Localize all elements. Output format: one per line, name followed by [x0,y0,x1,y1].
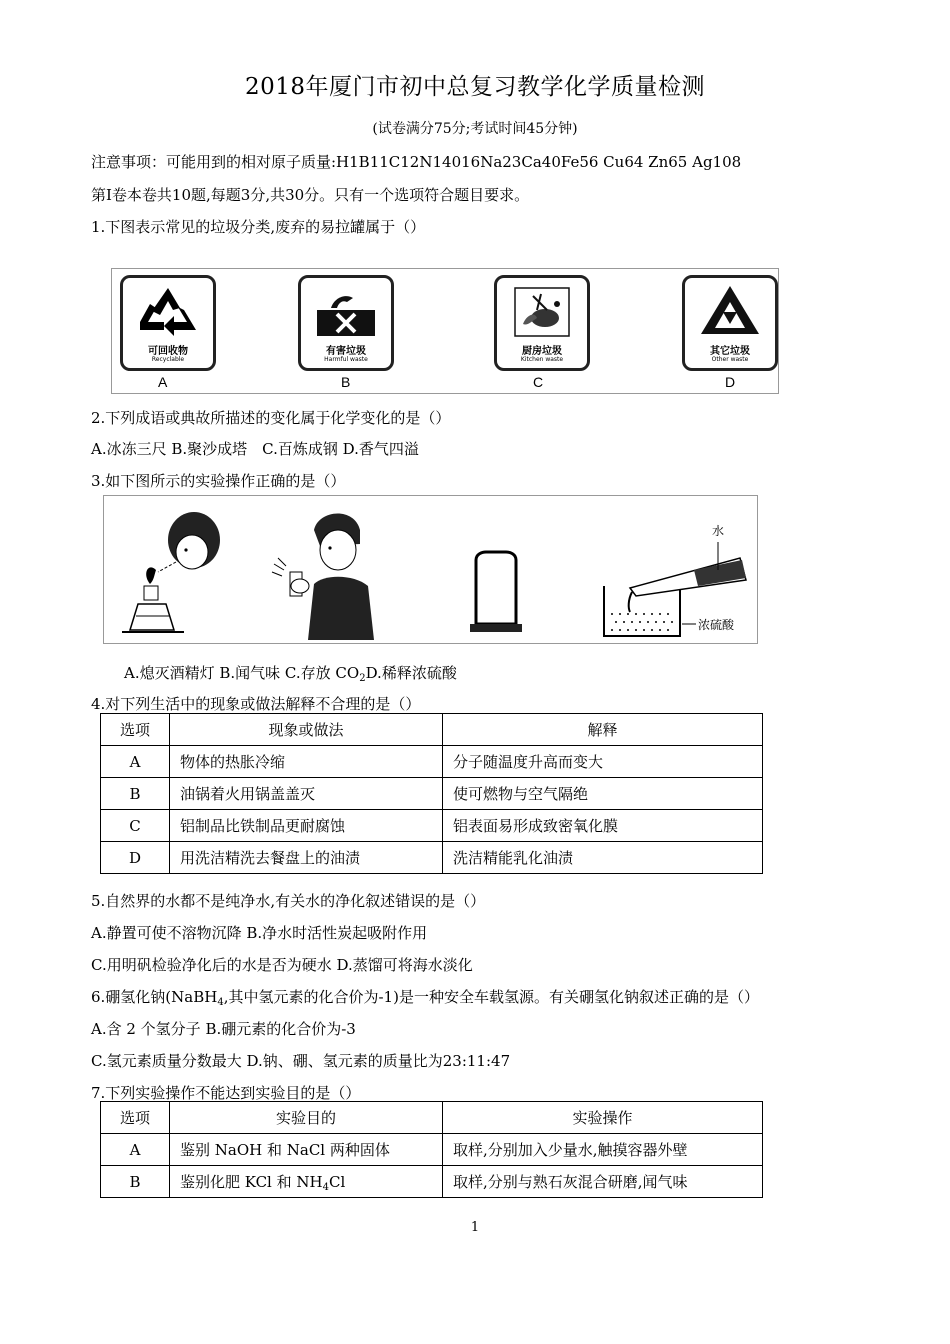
table-cell: B [101,778,170,810]
q1-figure [111,268,779,394]
sign-c-english: Kitchen waste [520,356,564,363]
sign-b-english: Harmful waste [324,356,368,363]
sign-a-label: 可回收物 [148,346,188,357]
notice: 注意事项：可能用到的相对原子质量:H1B11C12N14016Na23Ca40Fe56 Cu64 Zn65 Ag108 [91,153,742,171]
table-cell: 油锅着火用锅盖盖灭 [170,778,443,810]
q1-stem: 1.下图表示常见的垃圾分类,废弃的易拉罐属于（） [91,218,426,236]
table-cell: 鉴别化肥 KCl 和 $NH_4Cl$ [170,1166,443,1198]
table-cell: 使可燃物与空气隔绝 [443,778,763,810]
table-row [101,1134,763,1166]
harmful-icon [311,284,381,340]
table-cell: 取样,分别加入少量水,触摸容器外壁 [443,1134,763,1166]
q4-stem: 4.对下列生活中的现象或做法解释不合理的是（） [91,695,421,713]
sign-d-english: Other waste [711,356,749,363]
table-row [101,842,763,874]
q6-line2: C.氢元素质量分数最大 D.钠、硼、氢元素的质量比为23:11:47 [91,1052,511,1070]
alcohol-lamp-illustration [114,500,244,640]
q3-options: A.熄灭酒精灯 B.闻气味 C.存放 $CO_2D$.稀释浓硫酸 [124,664,457,684]
table-header-row [101,1102,763,1134]
q5-line1: A.静置可使不溶物沉降 B.净水时活性炭起吸附作用 [91,924,428,942]
gas-jar-illustration [462,500,532,640]
header-option: 选项 [101,1102,170,1134]
table-cell: 铝制品比铁制品更耐腐蚀 [170,810,443,842]
sign-a [120,275,216,371]
exam-info: (试卷满分75分;考试时间45分钟) [372,121,578,137]
table-cell: 用洗洁精洗去餐盘上的油渍 [170,842,443,874]
q5-line2: C.用明矾检验净化后的水是否为硬水 D.蒸馏可将海水淡化 [91,956,473,974]
sign-b-label: 有害垃圾 [326,346,366,357]
header-operation: 实验操作 [443,1102,763,1134]
sign-c-letter: C [533,374,544,390]
q4-table [100,713,763,874]
table-row [101,746,763,778]
section-intro: 第I卷本卷共10题,每题3分,共30分。只有一个选项符合题目要求。 [91,186,530,204]
header-phenomenon: 现象或做法 [170,714,443,746]
table-cell: 铝表面易形成致密氧化膜 [443,810,763,842]
recycle-icon [126,282,210,342]
table-cell: 物体的热胀冷缩 [170,746,443,778]
sign-d [682,275,778,371]
page-title: 2018年厦门市初中总复习教学化学质量检测 [244,74,706,100]
sign-c-label: 厨房垃圾 [522,346,562,357]
header-explanation: 解释 [443,714,763,746]
table-cell: B [101,1166,170,1198]
table-row [101,1166,763,1198]
dilution-illustration [590,500,760,640]
header-option: 选项 [101,714,170,746]
q6-line1: A.含 2 个氢分子 B.硼元素的化合价为-3 [91,1020,356,1038]
q3-figure [103,495,758,644]
label-water: 水 [712,524,725,538]
header-goal: 实验目的 [170,1102,443,1134]
sign-a-letter: A [158,374,168,390]
q6-stem: 6.硼氢化钠(NaBH$_4$,其中氢元素的化合价为-1)是一种安全车载氢源。有关硼氢化钠叙述正确的是（） [91,988,759,1008]
table-cell: 洗洁精能乳化油渍 [443,842,763,874]
sign-a-english: Recyclable [151,356,185,363]
kitchen-icon [507,284,577,340]
q2-options: A.冰冻三尺 B.聚沙成塔 C.百炼成钢 D.香气四溢 [91,440,419,458]
table-cell: 取样,分别与熟石灰混合研磨,闻气味 [443,1166,763,1198]
other-waste-icon [695,282,765,338]
table-cell: C [101,810,170,842]
sign-d-label: 其它垃圾 [710,346,750,357]
q5-stem: 5.自然界的水都不是纯净水,有关水的净化叙述错误的是（） [91,892,486,910]
q3-stem: 3.如下图所示的实验操作正确的是（） [91,472,346,490]
smelling-illustration [264,500,384,640]
sign-b-letter: B [341,374,351,390]
table-cell: A [101,1134,170,1166]
sign-b [298,275,394,371]
table-cell: 分子随温度升高而变大 [443,746,763,778]
sign-d-letter: D [725,374,736,390]
sign-c [494,275,590,371]
label-acid: 浓硫酸 [698,618,735,632]
q2-stem: 2.下列成语或典故所描述的变化属于化学变化的是（） [91,409,451,427]
q7-stem: 7.下列实验操作不能达到实验目的是（） [91,1084,361,1102]
table-header-row [101,714,763,746]
table-cell: D [101,842,170,874]
q7-table [100,1101,763,1198]
table-cell: A [101,746,170,778]
table-row [101,810,763,842]
table-cell: 鉴别 NaOH 和 NaCl 两种固体 [170,1134,443,1166]
table-row [101,778,763,810]
page-number: 1 [470,1220,480,1235]
